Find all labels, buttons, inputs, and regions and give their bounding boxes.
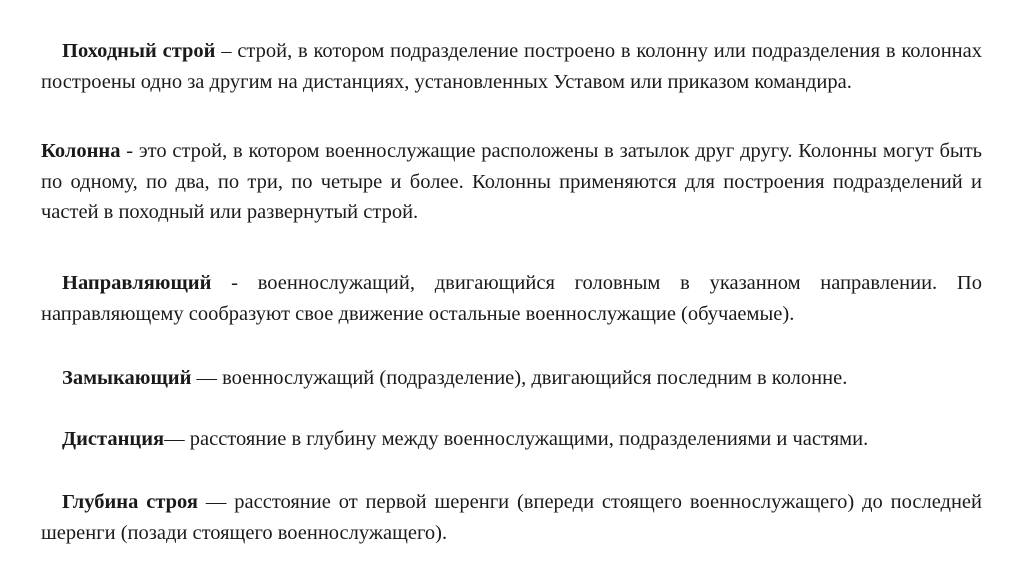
definition-term: Направляющий	[62, 272, 212, 294]
definition-term: Дистанция	[62, 428, 165, 450]
definition-term: Глубина строя	[62, 491, 198, 513]
definition-text: — расстояние от первой шеренги (впереди стоящего военнослужащего) до последней шеренги (позади стоящего военнослужащего).	[41, 491, 983, 544]
definition-text: — военнослужащий (подразделение), двигающийся последним в колонне.	[191, 367, 848, 389]
definition-text: — расстояние в глубину между военнослужащими, подразделениями и частями.	[164, 428, 869, 450]
definition-text: - военнослужащий, двигающийся головным в указанном направлении. По направляющему сообразуют свое движение остальные военнослужащие (обучаемые).	[41, 272, 982, 325]
definition-term: Походный строй	[62, 40, 216, 62]
definition-paragraph-march-formation	[41, 36, 982, 97]
definition-term: Колонна	[41, 140, 121, 162]
definition-paragraph-distance	[41, 424, 982, 455]
definition-paragraph-guide	[41, 268, 982, 329]
definition-text: – строй, в котором подразделение построено в колонну или подразделения в колоннах построены одно за другим на дистанциях, установленных Уставом или приказом командира.	[41, 40, 982, 93]
definition-paragraph-column	[41, 136, 982, 228]
definition-paragraph-formation-depth	[41, 487, 982, 548]
definition-paragraph-closing	[41, 363, 982, 394]
definition-text: - это строй, в котором военнослужащие расположены в затылок друг другу. Колонны могут быть по одному, по два, по три, по четыре и более. Колонны применяются для построения подразделений и частей в походный или развернутый строй.	[41, 140, 982, 223]
definition-term: Замыкающий	[62, 367, 192, 389]
